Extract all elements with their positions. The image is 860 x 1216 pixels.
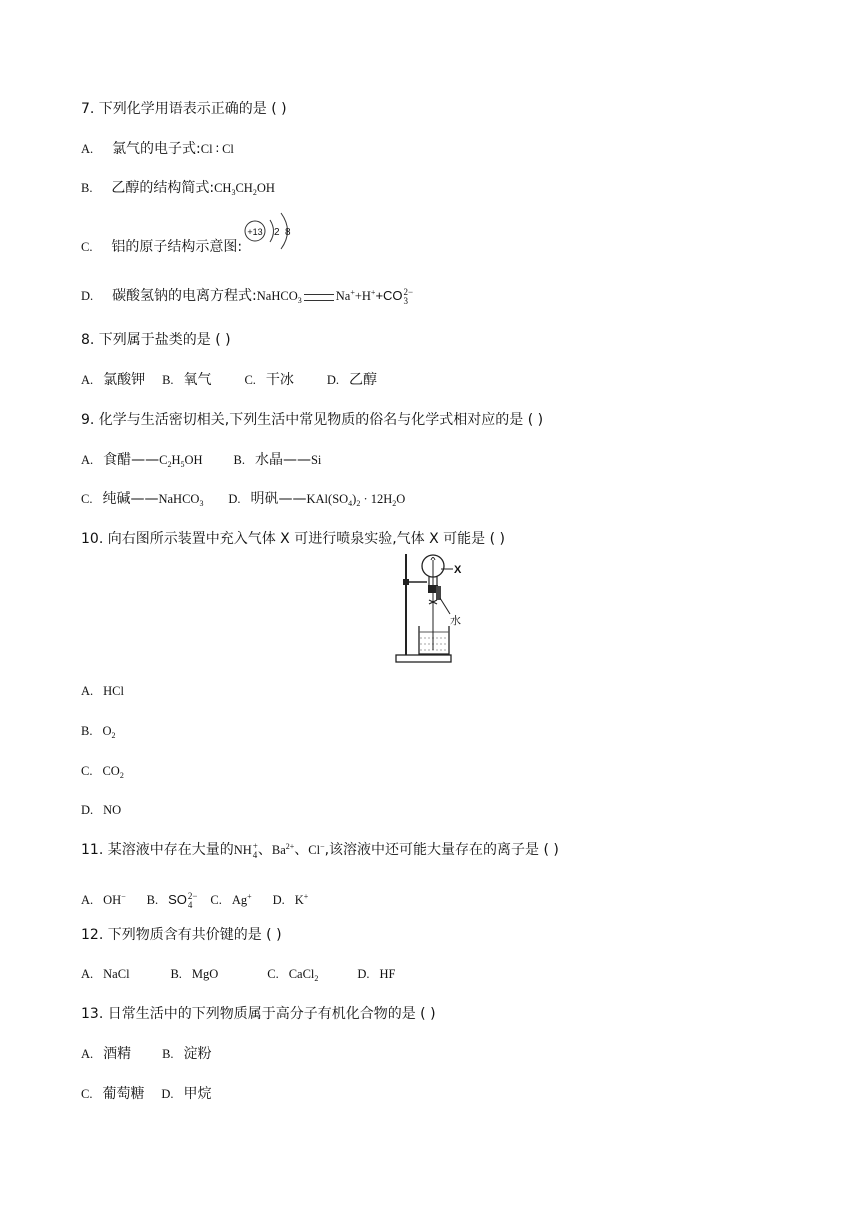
stand-base	[396, 655, 451, 662]
ammonium-ion: NH + 4	[233, 841, 258, 861]
option-label: A.	[81, 1047, 94, 1061]
option-label: D.	[228, 492, 241, 506]
option-label: B.	[146, 893, 159, 907]
q8-options	[81, 370, 377, 390]
water-label: 水	[450, 615, 461, 627]
q10-option-d	[81, 800, 121, 820]
q9-stem: 9. 化学与生活密切相关,下列生活中常见物质的俗名与化学式相对应的是 ( )	[81, 412, 544, 428]
option-label: A.	[81, 967, 94, 981]
option-text: 乙醇	[348, 372, 377, 388]
ionization-equation: NaHCO$_3$ Na++H++CO 2− 3	[256, 287, 414, 307]
ethanol-formula: $CH_3CH_2OH$	[214, 181, 275, 197]
q12-options	[81, 964, 395, 989]
q13-row-cd	[81, 1084, 212, 1104]
option-formula: $KAl(SO_4)_2 \cdot 12H_2O$	[306, 492, 406, 508]
option-label: D.	[81, 289, 94, 303]
option-text: 氧气	[183, 372, 212, 388]
option-label: D.	[272, 893, 285, 907]
option-formula: NaHCO$_3$	[158, 492, 204, 508]
option-text: 葡萄糖	[102, 1086, 145, 1102]
option-formula: SO 2− 4	[168, 891, 198, 911]
option-formula: CaCl$_2$	[288, 967, 319, 983]
label-pointer-water	[440, 598, 450, 614]
shell2-electrons: 8	[285, 227, 291, 238]
option-formula: $C_2H_5OH$	[159, 453, 203, 469]
option-label: C.	[267, 967, 279, 981]
option-label: D.	[161, 1087, 174, 1101]
option-formula: NO	[103, 803, 122, 817]
q11-options	[81, 887, 308, 910]
option-label: A.	[81, 142, 94, 156]
option-formula: $CO_2$	[102, 764, 124, 780]
option-text: 水晶——	[254, 452, 311, 468]
option-formula: HCl	[103, 684, 124, 698]
option-formula: MgO	[191, 967, 219, 981]
option-text: 淀粉	[183, 1046, 212, 1062]
option-text: 乙醇的结构简式:	[111, 180, 215, 196]
option-label: C.	[244, 373, 256, 387]
fountain-experiment-apparatus	[393, 552, 473, 666]
q9-row-ab	[81, 450, 321, 475]
chlorine-electron-formula: Cl ∶ Cl	[200, 142, 234, 156]
q11-stem: 11. 某溶液中存在大量的NH + 4 、$Ba^{2+}$、Cl−,该溶液中还可能大量存在的离子是 ( )	[81, 841, 559, 861]
option-label: D.	[81, 803, 94, 817]
option-text: 甲烷	[183, 1086, 212, 1102]
option-label: A.	[81, 684, 94, 698]
nucleus-charge: +13	[247, 227, 263, 237]
option-label: C.	[81, 240, 93, 254]
option-label: A.	[81, 453, 94, 467]
barium-ion: $Ba^{2+}$	[271, 842, 295, 857]
option-text: 氯酸钾	[103, 372, 146, 388]
option-text: 铝的原子结构示意图:	[111, 239, 243, 255]
shell1-electrons: 2	[274, 227, 280, 238]
q7-stem: 7. 下列化学用语表示正确的是 ( )	[81, 101, 287, 117]
q7-option-d	[81, 283, 413, 311]
option-label: A.	[81, 893, 94, 907]
clamp-knob	[403, 579, 409, 585]
aluminum-atom-structure-diagram	[240, 206, 300, 256]
option-formula: Ag+	[231, 892, 252, 907]
option-formula: K+	[294, 892, 309, 907]
option-label: B.	[170, 967, 182, 981]
option-label: C.	[81, 1087, 93, 1101]
q12-stem: 12. 下列物质含有共价键的是 ( )	[81, 927, 282, 943]
q10-option-b	[81, 721, 116, 746]
q8-stem: 8. 下列属于盐类的是 ( )	[81, 332, 231, 348]
option-label: C.	[210, 893, 222, 907]
option-formula: NaCl	[103, 967, 130, 981]
option-label: B.	[81, 181, 93, 195]
q9-row-cd	[81, 489, 405, 514]
option-label: B.	[162, 373, 174, 387]
option-label: B.	[233, 453, 245, 467]
option-label: C.	[81, 492, 93, 506]
equals-sign	[304, 294, 334, 301]
q13-stem: 13. 日常生活中的下列物质属于高分子有机化合物的是 ( )	[81, 1006, 436, 1022]
option-formula: HF	[379, 967, 396, 981]
q13-row-ab	[81, 1044, 212, 1064]
q7-option-b	[81, 178, 275, 203]
option-text: 碳酸氢钠的电离方程式:	[112, 288, 257, 304]
nozzle	[431, 558, 435, 561]
chloride-ion: Cl−	[308, 842, 325, 857]
q10-option-c	[81, 761, 124, 786]
option-label: C.	[81, 764, 93, 778]
option-text: 酒精	[103, 1046, 132, 1062]
option-text: 氯气的电子式:	[112, 141, 201, 157]
q10-stem: 10. 向右图所示装置中充入气体 X 可进行喷泉实验,气体 X 可能是 ( )	[81, 531, 505, 547]
option-formula: Si	[310, 453, 322, 467]
q7-option-c	[81, 237, 242, 257]
electron-shell-1	[270, 220, 274, 242]
option-label: D.	[326, 373, 339, 387]
option-formula: $O_2$	[102, 724, 116, 740]
option-label: A.	[81, 373, 94, 387]
option-label: B.	[81, 724, 93, 738]
option-formula: OH−	[103, 892, 126, 907]
option-text: 明矾——	[250, 491, 307, 507]
option-label: D.	[357, 967, 370, 981]
q7-option-a	[81, 139, 234, 159]
q10-option-a	[81, 681, 124, 701]
gas-x-label: X	[454, 564, 462, 576]
option-text: 干冰	[265, 372, 294, 388]
option-text: 食醋——	[103, 452, 160, 468]
option-text: 纯碱——	[102, 491, 159, 507]
option-label: B.	[162, 1047, 174, 1061]
